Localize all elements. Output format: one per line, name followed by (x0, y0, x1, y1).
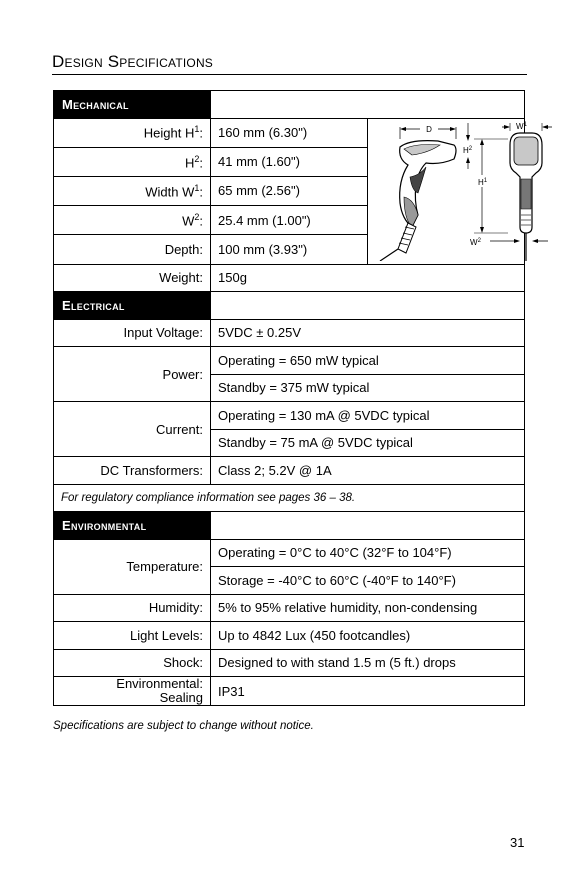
title-rule (52, 74, 527, 75)
power-operating-value: Operating = 650 mW typical (211, 347, 525, 375)
current-standby-value: Standby = 75 mA @ 5VDC typical (211, 429, 525, 457)
dimension-h1-label: $H^1$ (478, 177, 488, 187)
depth-value: 100 mm (3.93") (211, 235, 368, 264)
environmental-header: Environmental (54, 512, 211, 540)
table-row (54, 649, 525, 677)
shock-label: Shock: (54, 649, 211, 677)
temperature-operating-value: Operating = 0°C to 40°C (32°F to 104°F) (211, 539, 525, 567)
table-row (54, 402, 525, 430)
specifications-table (53, 90, 525, 706)
environmental-sealing-label: Environmental: Sealing (54, 677, 211, 706)
light-levels-value: Up to 4842 Lux (450 footcandles) (211, 622, 525, 650)
electrical-header: Electrical (54, 292, 211, 320)
environmental-section-header (54, 512, 525, 540)
weight-label: Weight: (54, 264, 211, 292)
shock-value: Designed to with stand 1.5 m (5 ft.) drops (211, 649, 525, 677)
w2-label: $W^2$: (54, 206, 211, 235)
w2-value: 25.4 mm (1.00") (211, 206, 368, 235)
humidity-label: Humidity: (54, 594, 211, 622)
current-operating-value: Operating = 130 mA @ 5VDC typical (211, 402, 525, 430)
weight-value: 150g (211, 264, 525, 292)
dimension-h2-label: $H^2$ (463, 145, 473, 155)
table-row (54, 264, 525, 292)
regulatory-note: For regulatory compliance information see pages 36 – 38. (54, 484, 525, 512)
depth-label: Depth: (54, 235, 211, 264)
mechanical-header: Mechanical (54, 91, 211, 119)
table-row (54, 622, 525, 650)
footnote: Specifications are subject to change without notice. (53, 720, 314, 732)
dimension-d-label: D (426, 124, 432, 134)
table-row (54, 677, 525, 706)
height-h1-value: 160 mm (6.30") (211, 118, 368, 147)
light-levels-label: Light Levels: (54, 622, 211, 650)
width-w1-label: Width $W^1$: (54, 176, 211, 205)
page-title: Design Specifications (52, 52, 214, 71)
current-label: Current: (54, 402, 211, 457)
height-h1-label: Height $H^1$: (54, 118, 211, 147)
temperature-label: Temperature: (54, 539, 211, 594)
humidity-value: 5% to 95% relative humidity, non-condensing (211, 594, 525, 622)
environmental-sealing-value: IP31 (211, 677, 525, 706)
h2-value: 41 mm (1.60") (211, 147, 368, 176)
dc-transformers-label: DC Transformers: (54, 457, 211, 485)
table-row (54, 457, 525, 485)
dc-transformers-value: Class 2; 5.2V @ 1A (211, 457, 525, 485)
page-number: 31 (510, 835, 525, 850)
power-standby-value: Standby = 375 mW typical (211, 374, 525, 402)
input-voltage-value: 5VDC ± 0.25V (211, 319, 525, 347)
h2-label: $H^2$: (54, 147, 211, 176)
dimension-w1-label: $W^1$ (516, 121, 527, 131)
dimension-w2-label: $W^2$ (470, 237, 481, 247)
input-voltage-label: Input Voltage: (54, 319, 211, 347)
table-row (54, 594, 525, 622)
table-row (54, 347, 525, 375)
power-label: Power: (54, 347, 211, 402)
table-row (54, 484, 525, 512)
scanner-dimension-diagram (368, 118, 525, 264)
mechanical-section-header (54, 91, 525, 119)
table-row (54, 319, 525, 347)
electrical-section-header (54, 292, 525, 320)
width-w1-value: 65 mm (2.56") (211, 176, 368, 205)
temperature-storage-value: Storage = -40°C to 60°C (-40°F to 140°F) (211, 567, 525, 595)
scanner-diagram-icon (368, 119, 556, 261)
table-row (54, 118, 525, 147)
table-row (54, 539, 525, 567)
